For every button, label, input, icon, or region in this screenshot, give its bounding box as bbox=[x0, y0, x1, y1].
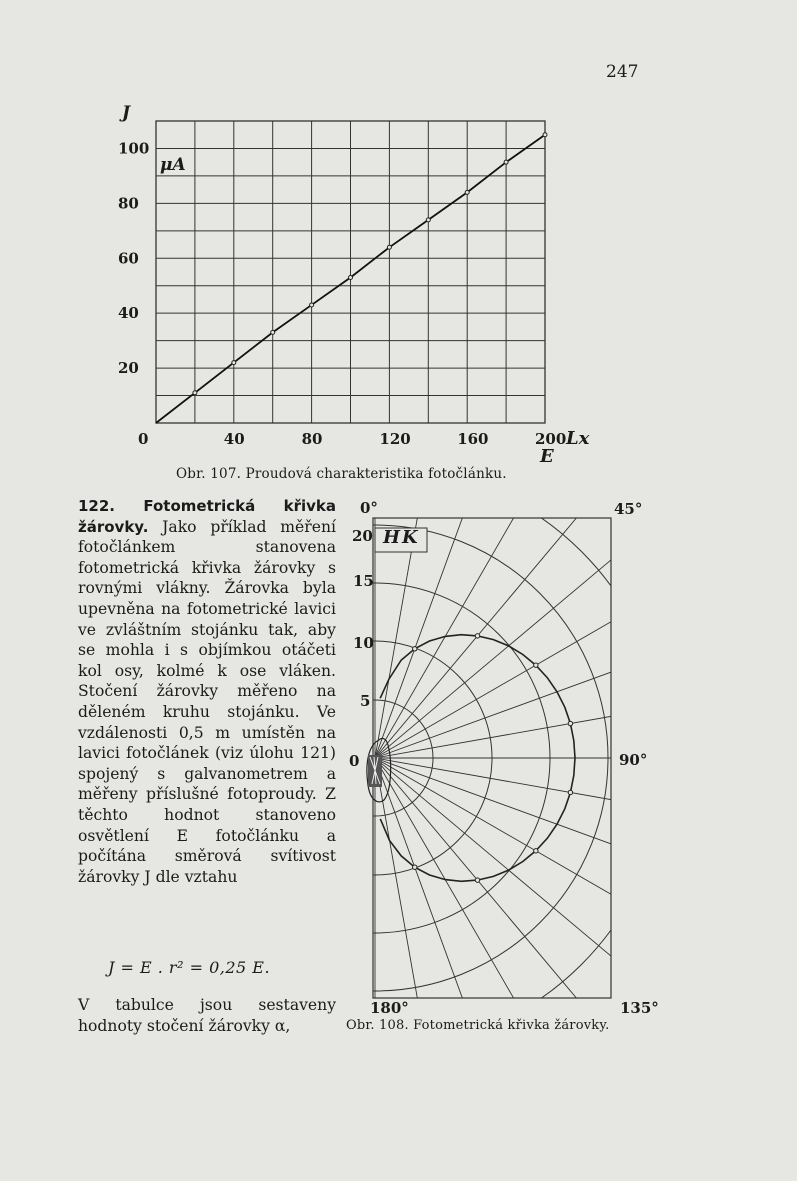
body-paragraph bbox=[78, 496, 336, 887]
polar-grid-ray bbox=[375, 194, 580, 758]
radial-tick-5: 5 bbox=[360, 692, 371, 710]
angle-label-0: 0° bbox=[360, 499, 378, 517]
y-tick-label: 80 bbox=[118, 194, 139, 213]
polar-grid-ray bbox=[375, 758, 797, 862]
hk-label: HK bbox=[383, 527, 420, 548]
polar-grid-ray bbox=[375, 758, 797, 1058]
radial-tick-0: 0 bbox=[349, 752, 360, 770]
radial-tick-10: 10 bbox=[353, 634, 374, 652]
y-tick-label: 20 bbox=[118, 359, 139, 378]
polar-grid-ray bbox=[375, 758, 479, 1181]
x-tick-label: 160 bbox=[457, 430, 489, 448]
curve-point bbox=[534, 849, 538, 853]
body-text-start: Jako příklad bbox=[148, 517, 267, 536]
y-axis-symbol: J bbox=[122, 103, 131, 123]
polar-grid-ray bbox=[375, 654, 797, 758]
y-tick-label: 100 bbox=[118, 139, 150, 158]
polar-grid-ray bbox=[375, 458, 797, 758]
polar-grid-ray bbox=[375, 372, 797, 758]
formula: J = E . r² = 0,25 E. bbox=[108, 958, 271, 977]
polar-grid-ray bbox=[375, 758, 761, 1181]
section-heading: 122. Fotometrická křivka žárovky. bbox=[78, 497, 336, 536]
curve-point bbox=[475, 878, 479, 882]
closing-paragraph: V tabulce jsou sestaveny hodnoty stočení žárovky α, bbox=[78, 996, 336, 1035]
y-axis-unit: μA bbox=[160, 155, 186, 175]
polar-grid-ray bbox=[375, 238, 675, 758]
figure-108-caption: Obr. 108. Fotometrická křivka žárovky. bbox=[346, 1018, 610, 1033]
curve-point bbox=[475, 634, 479, 638]
figure-107-caption: Obr. 107. Proudová charakteristika fotočlánku. bbox=[176, 466, 507, 482]
curve-point bbox=[568, 790, 572, 794]
curve-point bbox=[413, 865, 417, 869]
y-tick-label: 40 bbox=[118, 304, 139, 323]
polar-grid-ray bbox=[375, 758, 675, 1181]
x-axis-unit: Lx bbox=[566, 428, 590, 449]
x-tick-label: 80 bbox=[301, 430, 323, 448]
angle-label-90: 90° bbox=[619, 751, 648, 769]
polar-grid-ray bbox=[375, 758, 797, 1144]
x-tick-label: 200 bbox=[535, 430, 567, 448]
polar-grid-ray bbox=[375, 167, 479, 758]
page-number: 247 bbox=[606, 62, 639, 82]
radial-tick-20: 20 bbox=[352, 527, 373, 545]
polar-grid-ray bbox=[375, 298, 761, 758]
radial-tick-15: 15 bbox=[353, 572, 374, 590]
y-tick-label: 60 bbox=[118, 249, 139, 268]
angle-label-180: 180° bbox=[370, 999, 409, 1017]
x-tick-label: 40 bbox=[223, 430, 245, 448]
x-tick-label: 0 bbox=[138, 430, 149, 448]
curve-point bbox=[413, 647, 417, 651]
angle-label-135: 135° bbox=[620, 999, 659, 1017]
body-text-rest: měření fotočlánkem stanovena fotometrická křivka žárovky s rovnými vlákny. Žárovka byla upevněna na fotometrické lavici ve zvláštním stojánku tak, aby se mohla i s objímkou otáčeti kol osy, kolmé k ose vláken. Stočení žárovky měřeno na děleném kruhu stojánku. Ve vzdálenosti 0,5 m umístěn na lavici fotočlánek (viz úlohu 121) spojený s galvanometrem a měřeny příslušné fotoproudy. Z těchto hodnot stanoveno osvětlení E fotočlánku a počítána směrová svítivost žárovky J dle vztahu bbox=[78, 517, 336, 886]
x-axis-symbol: E bbox=[540, 446, 554, 467]
x-tick-label: 120 bbox=[379, 430, 411, 448]
curve-point bbox=[568, 721, 572, 725]
curve-point bbox=[534, 663, 538, 667]
angle-label-45: 45° bbox=[614, 500, 643, 518]
